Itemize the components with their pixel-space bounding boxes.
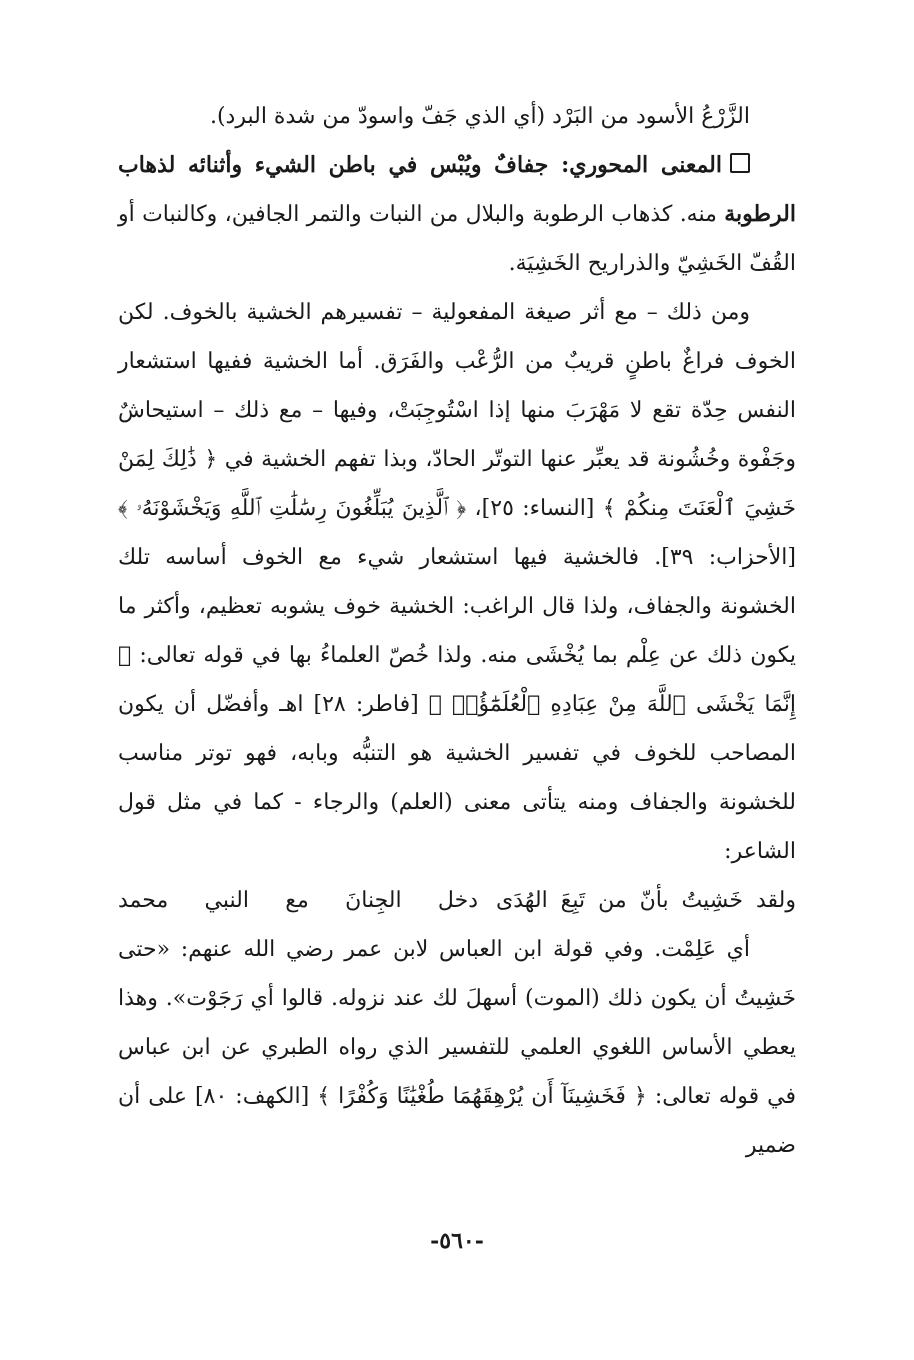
- body-text: [118, 92, 796, 1170]
- paragraph-intro-text: الزَّرْعُ الأسود من البَرْد (أي الذي جَفّ واسودّ من شدة البرد).: [209, 104, 750, 129]
- verse-first-hemistich: ولقد خَشِيتُ بأنّ من تَبِعَ الهُدَى: [496, 888, 796, 913]
- paragraph-khashya: [118, 288, 796, 876]
- paragraph-ibn-abbas-text: أي عَلِمْت. وفي قولة ابن العباس لابن عمر رضي الله عنهم: «حتى خَشِيتُ أن يكون ذلك (الموت) أسهلَ لك عند نزوله. قالوا أي رَجَوْت». وهذا يعطي الأساس اللغوي العلمي للتفسير الذي رواه الطبري عن ابن عباس في قوله تعالى: ﴿ فَخَشِينَآ أَن يُرْهِقَهُمَا طُغْيَٰنًا وَكُفْرًا ﴾ [الكهف: ٨٠] على أن ضمير: [118, 937, 796, 1158]
- core-meaning-heading: المعنى المحوري: جفافٌ ويُبْس في باطن الشيء وأثنائه لذهاب الرطوبة: [118, 152, 796, 227]
- paragraph-intro: [118, 92, 796, 141]
- paragraph-ibn-abbas: [118, 925, 796, 1170]
- paragraph-core-meaning: [118, 141, 796, 288]
- verse-second-hemistich: دخل الجِنانَ مع النبي محمد: [118, 888, 478, 913]
- square-bullet-icon: [730, 153, 750, 173]
- core-meaning-body: منه. كذهاب الرطوبة والبلال من النبات والتمر الجافين، وكالنبات أو القُفّ الخَشِيّ والذراريح الخَشِيَة.: [118, 202, 796, 276]
- paragraph-khashya-text: ومن ذلك – مع أثر صيغة المفعولية – تفسيرهم الخشية بالخوف. لكن الخوف فراغٌ باطنٍ قريبٌ من الرُّعْب والفَرَق. أما الخشية ففيها استشعار النفس حِدّة تقع لا مَهْرَبَ منها إذا اسْتُوجِبَتْ، وفيها – مع ذلك – استيحاشٌ وجَفْوة وخُشُونة قد يعبِّر عنها التوتّر الحادّ، وبذا تفهم الخشية في ﴿ ذَٰلِكَ لِمَنْ خَشِيَ ٱلْعَنَتَ مِنكُمْ ﴾ [النساء: ٢٥]، ﴿ ٱلَّذِينَ يُبَلِّغُونَ رِسَٰلَٰتِ ٱللَّهِ وَيَخْشَوْنَهُۥ ﴾ [الأحزاب: ٣٩]. فالخشية فيها استشعار شيء مع الخوف أساسه تلك الخشونة والجفاف، ولذا قال الراغب: الخشية خوف يشوبه تعظيم، وأكثر ما يكون ذلك عن عِلْم بما يُخْشَى منه. ولذا خُصّ العلماءُ بها في قوله تعالى: ﴿ إِنَّمَا يَخْشَى ٱللَّهَ مِنْ عِبَادِهِ ٱلْعُلَمَٰٓؤُا۟ ﴾ [فاطر: ٢٨] اهـ وأفضّل أن يكون المصاحب للخوف في تفسير الخشية هو التنبُّه وبابه، فهو توتر مناسب للخشونة والجفاف ومنه يتأتى معنى (العلم) والرجاء - كما في مثل قول الشاعر:: [118, 300, 796, 864]
- page-number: -٥٦٠-: [430, 1228, 484, 1254]
- poetry-verse: [118, 876, 796, 925]
